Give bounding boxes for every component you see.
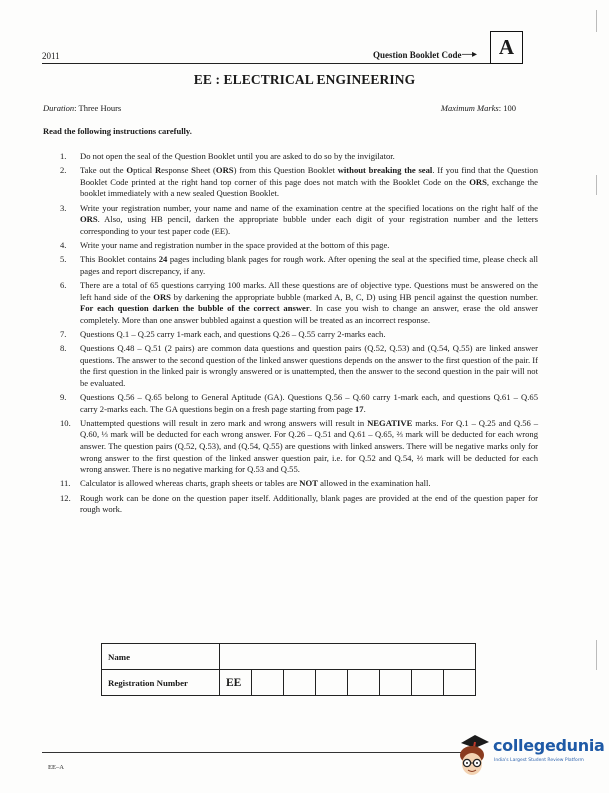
mascot-icon	[455, 733, 491, 779]
registration-digit-box[interactable]	[284, 670, 316, 696]
instruction-text	[80, 165, 538, 200]
scan-margin-mark	[596, 640, 597, 670]
name-label: Name	[102, 644, 220, 670]
registration-label: Registration Number	[102, 670, 220, 696]
instruction-text	[80, 418, 538, 476]
text-run: marks. For Q.1 – Q.25 and Q.56 – Q.60, ⅓ mark will be deducted for each wrong answer. For Q.26 – Q.51 and Q.61 – Q.65, ⅔ mark will be deducted for each wrong answer. The question pairs (Q.52, Q.53), and (Q.54, Q.55) are questions with linked answers. There will be negative marks only for wrong answer to the first question of the linked answer question pair, i.e. for Q.52 and Q.54, ⅔ mark will be deducted for each wrong answer. There is no negative marking for Q.53 and Q.55.	[80, 417, 538, 475]
arrow-right-icon: —▸	[462, 49, 478, 60]
instruction-item	[60, 329, 538, 341]
instruction-number: 1.	[60, 151, 67, 161]
instruction-item	[60, 392, 538, 415]
text-run: This Booklet contains	[80, 254, 159, 265]
maximum-marks-value: : 100	[498, 103, 516, 113]
text-run: Questions Q.48 – Q.51 (2 pairs) are common data questions and question pairs (Q.52, Q.53) and (Q.54, Q.55) are linked answer questions. The answer to the second question of the linked answer questions depends on the answer to the first question of the pair. If the first question in the linked pair is wrongly answered or is unattempted, then the answer to the second question in the pair will not be evaluated.	[80, 343, 538, 388]
header-divider	[42, 63, 490, 64]
paper-title: EE : ELECTRICAL ENGINEERING	[193, 72, 416, 87]
instruction-text	[80, 478, 538, 490]
instruction-text	[80, 240, 538, 252]
registration-digit-box[interactable]	[444, 670, 476, 696]
instruction-item	[60, 240, 538, 252]
emphasis-text: O	[126, 165, 134, 176]
maximum-marks-label: Maximum Marks	[440, 103, 499, 113]
emphasis-text: For each question darken the bubble of the correct answer	[80, 303, 310, 314]
text-run: by darkening the appropriate bubble (marked A, B, C, D) using HB pencil against the question number.	[170, 291, 538, 302]
instruction-number: 9.	[60, 392, 67, 403]
instruction-number: 3.	[60, 202, 67, 213]
registration-prefix: EE	[220, 670, 252, 696]
emphasis-text: ORS	[469, 176, 487, 187]
instruction-number: 11.	[60, 478, 71, 489]
instruction-item	[60, 343, 538, 389]
duration-label: Duration	[43, 103, 75, 113]
text-run: Questions Q.56 – Q.65 belong to General Aptitude (GA). Questions Q.56 – Q.60 carry 1-mark each, and questions Q.61 – Q.65 carry 2-marks each. The GA questions begin on a fresh page starting from page	[80, 392, 538, 414]
text-run: Rough work can be done on the question paper itself. Additionally, blank pages are provided at the end of the question paper for rough work.	[80, 492, 538, 515]
instruction-item	[60, 165, 538, 200]
emphasis-text: NEGATIVE	[367, 417, 413, 428]
emphasis-text: without breaking the seal	[337, 165, 433, 176]
logo-tagline: India's Largest Student Review Platform	[494, 758, 584, 763]
text-run: pages including blank pages for rough work. After opening the seal at the specified time, please check all pages and report discrepancy, if any.	[80, 254, 539, 276]
text-run: Unattempted questions will result in zero mark and wrong answers will result in	[80, 417, 368, 428]
text-run: Questions Q.1 – Q.25 carry 1-mark each, and questions Q.26 – Q.55 carry 2-marks each.	[80, 328, 386, 339]
emphasis-text: 17	[355, 403, 364, 414]
emphasis-text: R	[154, 165, 162, 176]
instruction-number: 8.	[60, 343, 67, 354]
booklet-code: A	[498, 35, 515, 59]
instruction-text	[80, 493, 538, 516]
registration-digit-box[interactable]	[412, 670, 444, 696]
instruction-item	[60, 203, 538, 238]
instruction-item	[60, 254, 538, 277]
emphasis-text: 24	[158, 254, 168, 265]
candidate-id-form	[101, 643, 476, 696]
logo-wordmark: collegedunia	[493, 736, 605, 755]
emphasis-text: S	[191, 165, 196, 176]
exam-year: 2011	[42, 51, 60, 61]
scan-margin-mark	[596, 10, 597, 32]
registration-row	[102, 670, 476, 696]
text-run: Calculator is allowed whereas charts, graph sheets or tables are	[80, 478, 300, 489]
instruction-number: 4.	[60, 239, 67, 250]
instruction-number: 5.	[60, 254, 67, 265]
instruction-number: 6.	[60, 279, 67, 290]
collegedunia-logo	[455, 733, 605, 783]
text-run: . Also, using HB pencil, darken the appropriate bubble under each digit of your registration number and the letters corresponding to your test paper code (EE).	[80, 214, 538, 236]
name-field[interactable]	[220, 644, 476, 670]
instruction-text	[80, 343, 538, 389]
duration-value: : Three Hours	[74, 103, 122, 113]
duration	[43, 103, 121, 113]
scan-margin-mark	[596, 175, 597, 195]
text-run: heet (	[195, 165, 216, 176]
instruction-text	[80, 392, 538, 415]
instruction-item	[60, 280, 538, 326]
instructions-list	[60, 151, 538, 518]
booklet-code-label: Question Booklet Code	[373, 50, 462, 60]
instruction-text	[80, 280, 538, 326]
instruction-item	[60, 151, 538, 163]
text-run: esponse	[161, 165, 192, 176]
text-run: , exchange the booklet immediately with a new sealed Question Booklet.	[80, 176, 538, 199]
page-code: EE–A	[48, 764, 64, 771]
emphasis-text: ORS	[153, 291, 171, 302]
name-row	[102, 644, 476, 670]
text-run: allowed in the examination hall.	[317, 478, 431, 489]
emphasis-text: ORS	[80, 214, 98, 225]
instruction-text	[80, 329, 538, 341]
instruction-number: 12.	[60, 492, 71, 503]
registration-digit-box[interactable]	[380, 670, 412, 696]
instruction-item	[60, 493, 538, 516]
text-run: Take out the	[80, 165, 127, 176]
maximum-marks	[441, 103, 516, 113]
instruction-text	[80, 151, 538, 163]
text-run: ) from this Question Booklet	[233, 165, 338, 176]
instruction-item	[60, 478, 538, 490]
instructions-heading: Read the following instructions carefully.	[43, 126, 192, 136]
registration-digit-box[interactable]	[348, 670, 380, 696]
text-run: . In case you wish to change an answer, erase the old answer completely. More than one answer bubbled against a question will be treated as an incorrect response.	[80, 303, 538, 325]
text-run: . If you find that the Question Booklet Code printed at the right hand top corner of this page does not match with the Booklet Code on the	[80, 165, 539, 187]
instruction-item	[60, 418, 538, 476]
instruction-number: 2.	[60, 165, 67, 176]
instruction-number: 10.	[60, 417, 71, 428]
instruction-text	[80, 254, 538, 277]
text-run: Write your registration number, your name and name of the examination centre at the specified locations on the right half of the	[80, 202, 538, 213]
text-run: .	[363, 403, 366, 414]
text-run: There are a total of 65 questions carrying 100 marks. All these questions are of objective type. Questions must be answered on the left hand side of the	[80, 279, 538, 302]
instruction-number: 7.	[60, 328, 67, 339]
text-run: ptical	[133, 165, 155, 176]
booklet-code-box	[490, 31, 523, 64]
registration-digit-box[interactable]	[316, 670, 348, 696]
emphasis-text: NOT	[299, 478, 318, 489]
footer-divider	[42, 752, 462, 753]
emphasis-text: ORS	[215, 165, 234, 176]
text-run: Do not open the seal of the Question Booklet until you are asked to do so by the invigilator.	[80, 151, 395, 161]
registration-digit-box[interactable]	[252, 670, 284, 696]
text-run: Write your name and registration number in the space provided at the bottom of this page.	[80, 239, 390, 250]
instruction-text	[80, 203, 538, 238]
